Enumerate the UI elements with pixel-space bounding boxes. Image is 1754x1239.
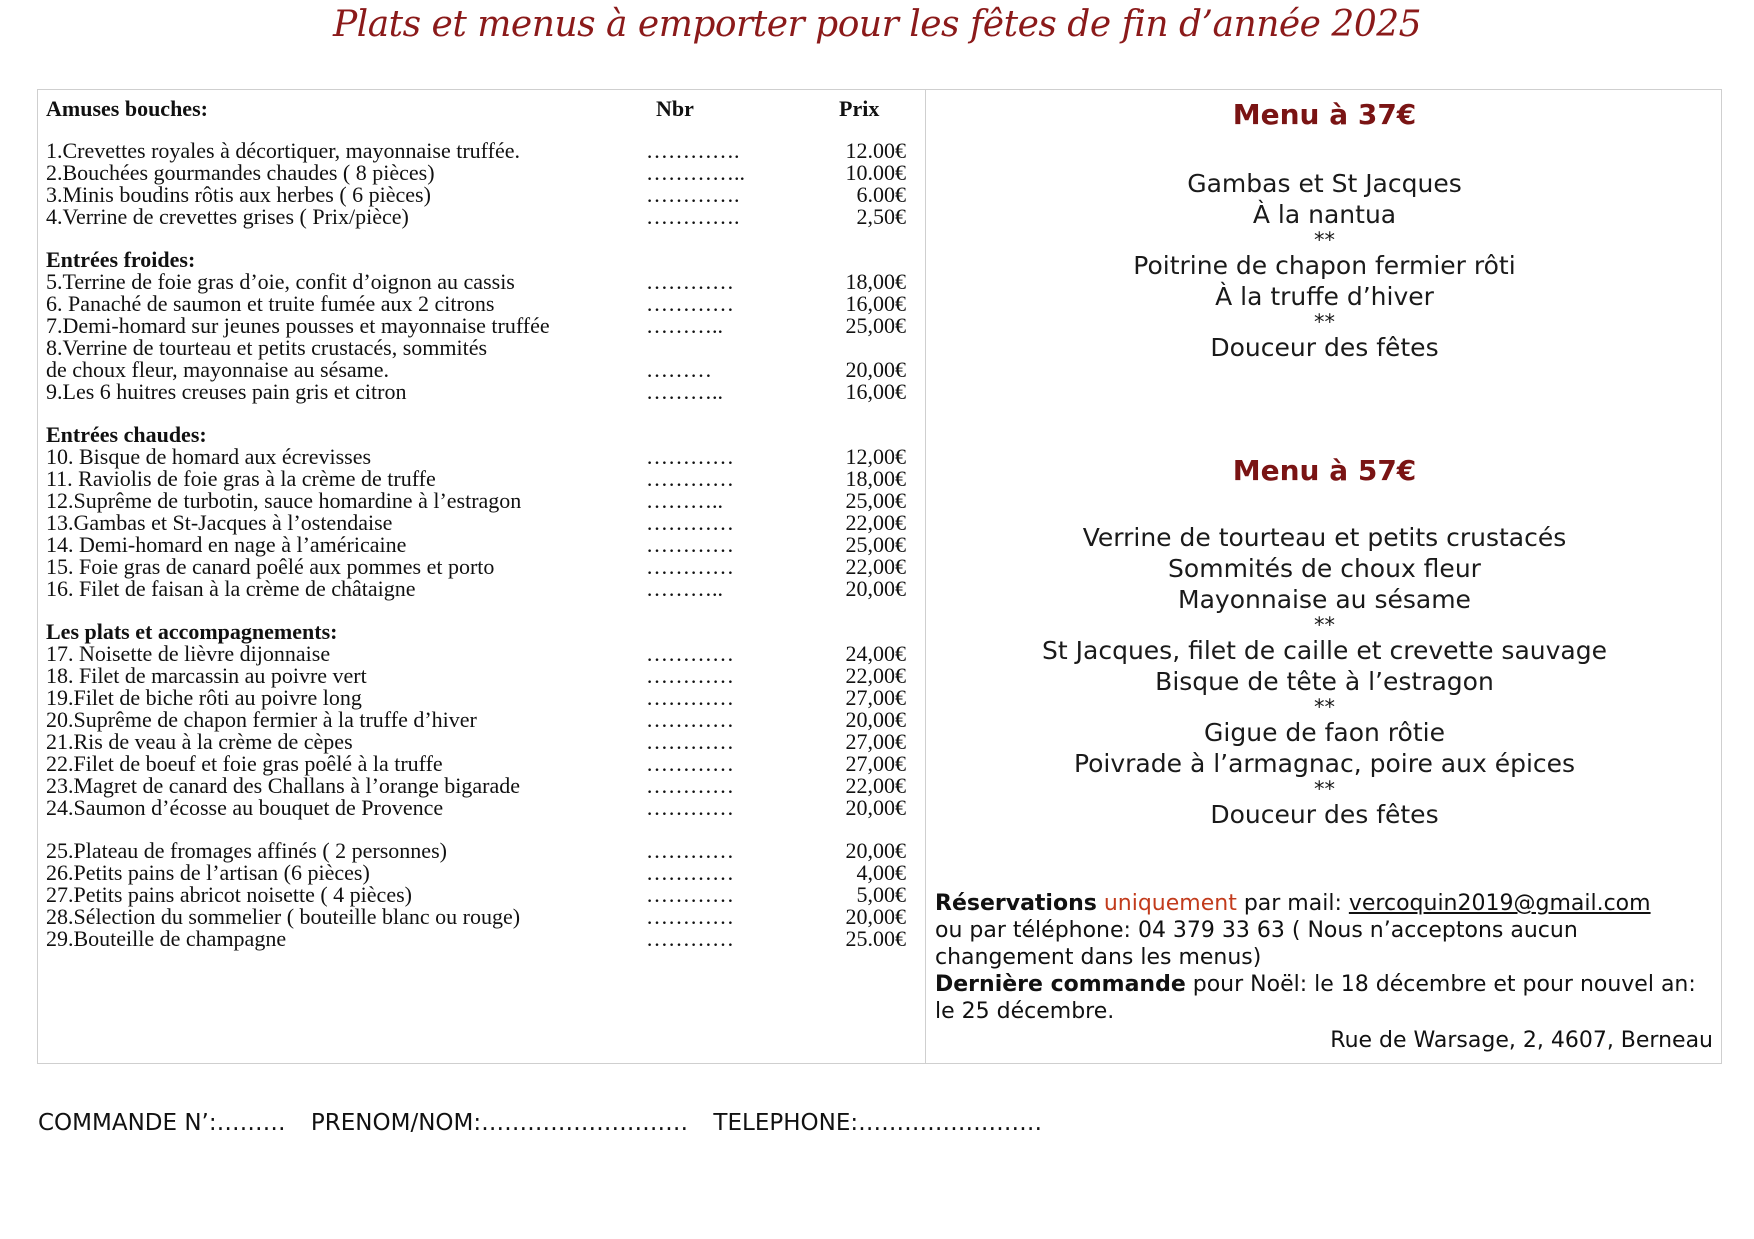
order-number-field[interactable]: COMMANDE N’:……… xyxy=(38,1110,286,1136)
menu-line: Sommités de choux fleur xyxy=(1168,554,1481,583)
email-link[interactable]: vercoquin2019@gmail.com xyxy=(1348,891,1651,916)
order-form-footer xyxy=(38,1110,1060,1136)
list-item: 11. Raviolis de foie gras à la crème de truffe ………… 18,00€ xyxy=(46,466,906,491)
list-item: 27.Petits pains abricot noisette ( 4 pièces) ………… 5,00€ xyxy=(46,882,906,907)
list-item: 14. Demi-homard en nage à l’américaine ………… 25,00€ xyxy=(46,532,906,557)
list-item: 23.Magret de canard des Challans à l’orange bigarade ………… 22,00€ xyxy=(46,773,906,798)
menu-line: Poitrine de chapon fermier rôti xyxy=(1133,251,1516,280)
list-item: 9.Les 6 huitres creuses pain gris et citron ……….. 16,00€ xyxy=(46,379,906,404)
list-item: 26.Petits pains de l’artisan (6 pièces) ………… 4,00€ xyxy=(46,860,906,885)
list-item: 25.Plateau de fromages affinés ( 2 personnes) ………… 20,00€ xyxy=(46,838,906,863)
price-list xyxy=(46,98,918,950)
menu-line: Douceur des fêtes xyxy=(1210,333,1439,362)
deadline-text: pour Noël: le 18 décembre et pour nouvel an: le 25 décembre. xyxy=(935,972,1696,1024)
reservation-info xyxy=(935,890,1720,1025)
menu-line: Poivrade à l’armagnac, poire aux épices xyxy=(1073,749,1576,778)
menu-frame xyxy=(37,89,1722,1064)
list-item: 18. Filet de marcassin au poivre vert ………… 22,00€ xyxy=(46,663,906,688)
menu-37-title: Menu à 37€ xyxy=(1232,98,1417,131)
menu-line: Bisque de tête à l’estragon xyxy=(1155,667,1494,696)
list-item: 15. Foie gras de canard poêlé aux pommes et porto ………… 22,00€ xyxy=(46,554,906,579)
menu-37-courses xyxy=(926,168,1723,363)
name-field[interactable]: PRENOM/NOM:……………………… xyxy=(310,1110,689,1136)
list-item: 29.Bouteille de champagne ………… 25.00€ xyxy=(46,926,906,951)
menu-57-title: Menu à 57€ xyxy=(1232,454,1417,487)
menu-line: St Jacques, filet de caille et crevette sauvage xyxy=(1042,636,1607,665)
menu-line: Gambas et St Jacques xyxy=(1187,169,1462,198)
reservation-highlight: uniquement xyxy=(1103,891,1237,916)
menu-separator: ** xyxy=(1314,613,1335,637)
section-heading: Entrées froides: xyxy=(46,247,196,272)
section-heading: Entrées chaudes: xyxy=(46,422,207,447)
page-title: Plats et menus à emporter pour les fêtes de fin d’année 2025 xyxy=(332,4,1422,45)
list-item: 21.Ris de veau à la crème de cèpes ………… 27,00€ xyxy=(46,729,906,754)
list-item: de choux fleur, mayonnaise au sésame. ……… 20,00€ xyxy=(46,357,906,382)
section-heading: Les plats et accompagnements: xyxy=(46,619,338,644)
list-header xyxy=(46,98,918,122)
phone-field[interactable]: TELEPHONE:…………………… xyxy=(713,1110,1043,1136)
address: Rue de Warsage, 2, 4607, Berneau xyxy=(1330,1028,1713,1053)
list-item: 13.Gambas et St-Jacques à l’ostendaise ………… 22,00€ xyxy=(46,510,906,535)
list-item: 2.Bouchées gourmandes chaudes ( 8 pièces) ………….. 10.00€ xyxy=(46,160,906,185)
list-item: 10. Bisque de homard aux écrevisses ………… 12,00€ xyxy=(46,444,906,469)
list-item: 28.Sélection du sommelier ( bouteille blanc ou rouge) ………… 20,00€ xyxy=(46,904,906,929)
menu-line: À la truffe d’hiver xyxy=(1215,282,1434,311)
menu-separator: ** xyxy=(1314,228,1335,252)
reservation-line xyxy=(935,890,1720,917)
deadline-label: Dernière commande xyxy=(935,972,1186,997)
list-item: 3.Minis boudins rôtis aux herbes ( 6 pièces) …………. 6.00€ xyxy=(46,182,906,207)
list-item: 22.Filet de boeuf et foie gras poêlé à la truffe ………… 27,00€ xyxy=(46,751,906,776)
menu-line: Douceur des fêtes xyxy=(1210,800,1439,829)
menu-57-courses xyxy=(926,522,1723,830)
list-item: 24.Saumon d’écosse au bouquet de Provence ………… 20,00€ xyxy=(46,795,906,820)
menu-line: Mayonnaise au sésame xyxy=(1178,585,1471,614)
menu-line: À la nantua xyxy=(1252,200,1397,229)
menu-separator: ** xyxy=(1314,695,1335,719)
set-menus xyxy=(926,90,1723,1063)
list-item: 6. Panaché de saumon et truite fumée aux 2 citrons ………… 16,00€ xyxy=(46,291,906,316)
list-item: 16. Filet de faisan à la crème de châtaigne ……….. 20,00€ xyxy=(46,576,906,601)
menu-separator: ** xyxy=(1314,310,1335,334)
list-item: 5.Terrine de foie gras d’oie, confit d’oignon au cassis ………… 18,00€ xyxy=(46,269,906,294)
reservation-by-mail: par mail: xyxy=(1236,891,1349,916)
list-item: 8.Verrine de tourteau et petits crustacés, sommités xyxy=(46,335,488,360)
list-item: 20.Suprême de chapon fermier à la truffe d’hiver ………… 20,00€ xyxy=(46,707,906,732)
column-nbr: Nbr xyxy=(656,96,694,121)
column-prix: Prix xyxy=(839,96,880,121)
list-item: 12.Suprême de turbotin, sauce homardine à l’estragon ……….. 25,00€ xyxy=(46,488,906,513)
deadline-line xyxy=(935,971,1720,1025)
phone-line: ou par téléphone: 04 379 33 63 ( Nous n’acceptons aucun changement dans les menus) xyxy=(935,918,1578,970)
list-item: 4.Verrine de crevettes grises ( Prix/pièce) …………. 2,50€ xyxy=(46,204,906,229)
section-heading: Amuses bouches: xyxy=(46,96,208,121)
list-item: 1.Crevettes royales à décortiquer, mayonnaise truffée. …………. 12.00€ xyxy=(46,138,906,163)
list-item: 17. Noisette de lièvre dijonnaise ………… 24,00€ xyxy=(46,641,906,666)
menu-separator: ** xyxy=(1314,777,1335,801)
list-item: 7.Demi-homard sur jeunes pousses et mayonnaise truffée ……….. 25,00€ xyxy=(46,313,906,338)
menu-line: Verrine de tourteau et petits crustacés xyxy=(1082,523,1567,552)
list-item: 19.Filet de biche rôti au poivre long ………… 27,00€ xyxy=(46,685,906,710)
menu-line: Gigue de faon rôtie xyxy=(1204,718,1445,747)
reservation-label: Réservations xyxy=(935,891,1097,916)
